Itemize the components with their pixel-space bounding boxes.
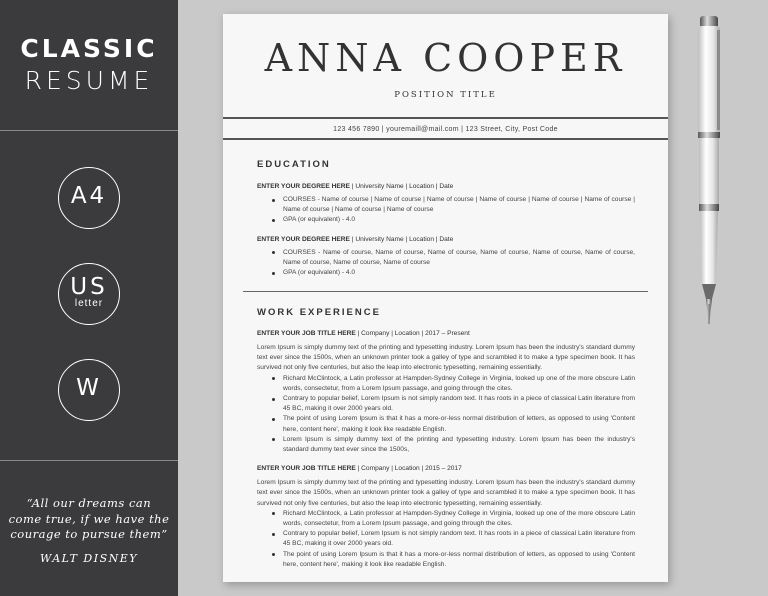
education-entry — [257, 236, 635, 279]
job-entry — [257, 465, 635, 570]
list-item: Contrary to popular belief, Lorem Ipsum is not simply random text. It has roots in a piece of classical Latin literature from 45 BC, making it over 2000 years old. — [257, 529, 635, 549]
fountain-pen-icon — [690, 14, 730, 334]
list-item: COURSES - Name of course | Name of course | Name of course | Name of course | Name of course | Name of course | Name of course | Name of course | Name of course — [257, 195, 635, 215]
work-experience-section — [257, 307, 635, 570]
contact-bottom-rule — [223, 138, 668, 140]
job-description: Lorem Ipsum is simply dummy text of the printing and typesetting industry. Lorem Ipsum has been the industry's standard dummy text ever since the 1500s, when an unknown printer took a galley of type and scrambled it to make a type specimen book. It has survived not only five centuries, but also the leap into electronic typesetting, remaining essentially. — [257, 479, 635, 507]
list-item: COURSES - Name of course, Name of course, Name of course, Name of course, Name of course, Name of course, Name of course, Name of course, Name of course — [257, 248, 635, 268]
job-title: ENTER YOUR JOB TITLE HERE — [257, 330, 356, 337]
job-entry — [257, 330, 635, 455]
section-heading: EDUCATION — [257, 159, 331, 170]
job-title: ENTER YOUR JOB TITLE HERE — [257, 465, 356, 473]
promo-title-line2: RESUME — [24, 66, 154, 95]
quote-line: “All our dreams can — [26, 496, 152, 510]
resume-name: ANNA COOPER — [264, 36, 627, 80]
job-line — [257, 465, 635, 472]
list-item: Richard McClintock, a Latin professor at Hampden-Sydney College in Virginia, looked up one of the more obscure Latin words, consectetur, from a Lorem Ipsum passage, and going through the cites. — [257, 374, 635, 394]
resume-page — [223, 14, 668, 582]
quote-line: come true, if we have the — [8, 511, 170, 526]
resume-position-title: POSITION TITLE — [394, 90, 497, 100]
format-badge-us-letter — [58, 263, 120, 325]
badge-label: US — [70, 274, 108, 300]
promo-title-line1: CLASSIC — [20, 34, 158, 63]
job-details: | Company | Location | 2015 – 2017 — [355, 465, 462, 473]
contact-top-rule — [223, 117, 668, 119]
education-entry — [257, 183, 635, 226]
resume-contact: 123 456 7890 | youremaill@mail.com | 123 Street, City, Post Code — [333, 126, 558, 133]
list-item: Contrary to popular belief, Lorem Ipsum is not simply random text. It has roots in a piece of classical Latin literature from 45 BC, making it over 2000 years old. — [257, 394, 635, 414]
course-list — [257, 248, 635, 279]
list-item: Richard McClintock, a Latin professor at Hampden-Sydney College in Virginia, looked up one of the more obscure Latin words, consectetur, from a Lorem Ipsum passage, and going through the cites. — [257, 509, 635, 529]
badge-label: A4 — [70, 183, 108, 209]
list-item: GPA (or equivalent) - 4.0 — [257, 215, 635, 225]
quote-author: WALT DISNEY — [39, 552, 139, 565]
quote-line: courage to pursue them” — [10, 527, 168, 541]
format-badge-a4 — [58, 167, 120, 229]
degree-title: ENTER YOUR DEGREE HERE — [257, 183, 350, 190]
degree-title: ENTER YOUR DEGREE HERE — [257, 235, 350, 243]
education-section — [257, 159, 635, 278]
promo-quote — [0, 496, 178, 543]
badge-label: W — [76, 375, 102, 401]
promo-divider — [0, 460, 178, 461]
section-heading: WORK EXPERIENCE — [257, 307, 381, 318]
job-line — [257, 330, 635, 337]
promo-divider — [0, 130, 178, 131]
promo-panel — [0, 0, 178, 596]
degree-line — [257, 236, 635, 243]
job-bullets — [257, 509, 635, 570]
job-bullets — [257, 374, 635, 456]
list-item: Lorem Ipsum is simply dummy text of the printing and typesetting industry. Lorem Ipsum has been the industry's standard dummy text ever since the 1500s, — [257, 435, 635, 455]
job-details: | Company | Location | 2017 – Present — [355, 330, 470, 337]
degree-details: | University Name | Location | Date — [349, 183, 454, 190]
course-list — [257, 195, 635, 226]
degree-details: | University Name | Location | Date — [349, 235, 454, 243]
job-description: Lorem Ipsum is simply dummy text of the printing and typesetting industry. Lorem Ipsum has been the industry's standard dummy text ever since the 1500s, when an unknown printer took a galley of type and scrambled it to make a type specimen book. It has survived not only five centuries, but also the leap into electronic typesetting, remaining essentially. — [257, 344, 635, 372]
badge-sublabel: letter — [74, 298, 104, 309]
format-badge-word — [58, 359, 120, 421]
list-item: The point of using Lorem Ipsum is that it has a more-or-less normal distribution of letters, as opposed to using 'Content here, content here', making it look like readable English. — [257, 550, 635, 570]
degree-line — [257, 183, 635, 190]
list-item: GPA (or equivalent) - 4.0 — [257, 268, 635, 278]
list-item: The point of using Lorem Ipsum is that it has a more-or-less normal distribution of letters, as opposed to using 'Content here, content here', making it look like readable English. — [257, 414, 635, 434]
section-divider — [243, 291, 648, 292]
